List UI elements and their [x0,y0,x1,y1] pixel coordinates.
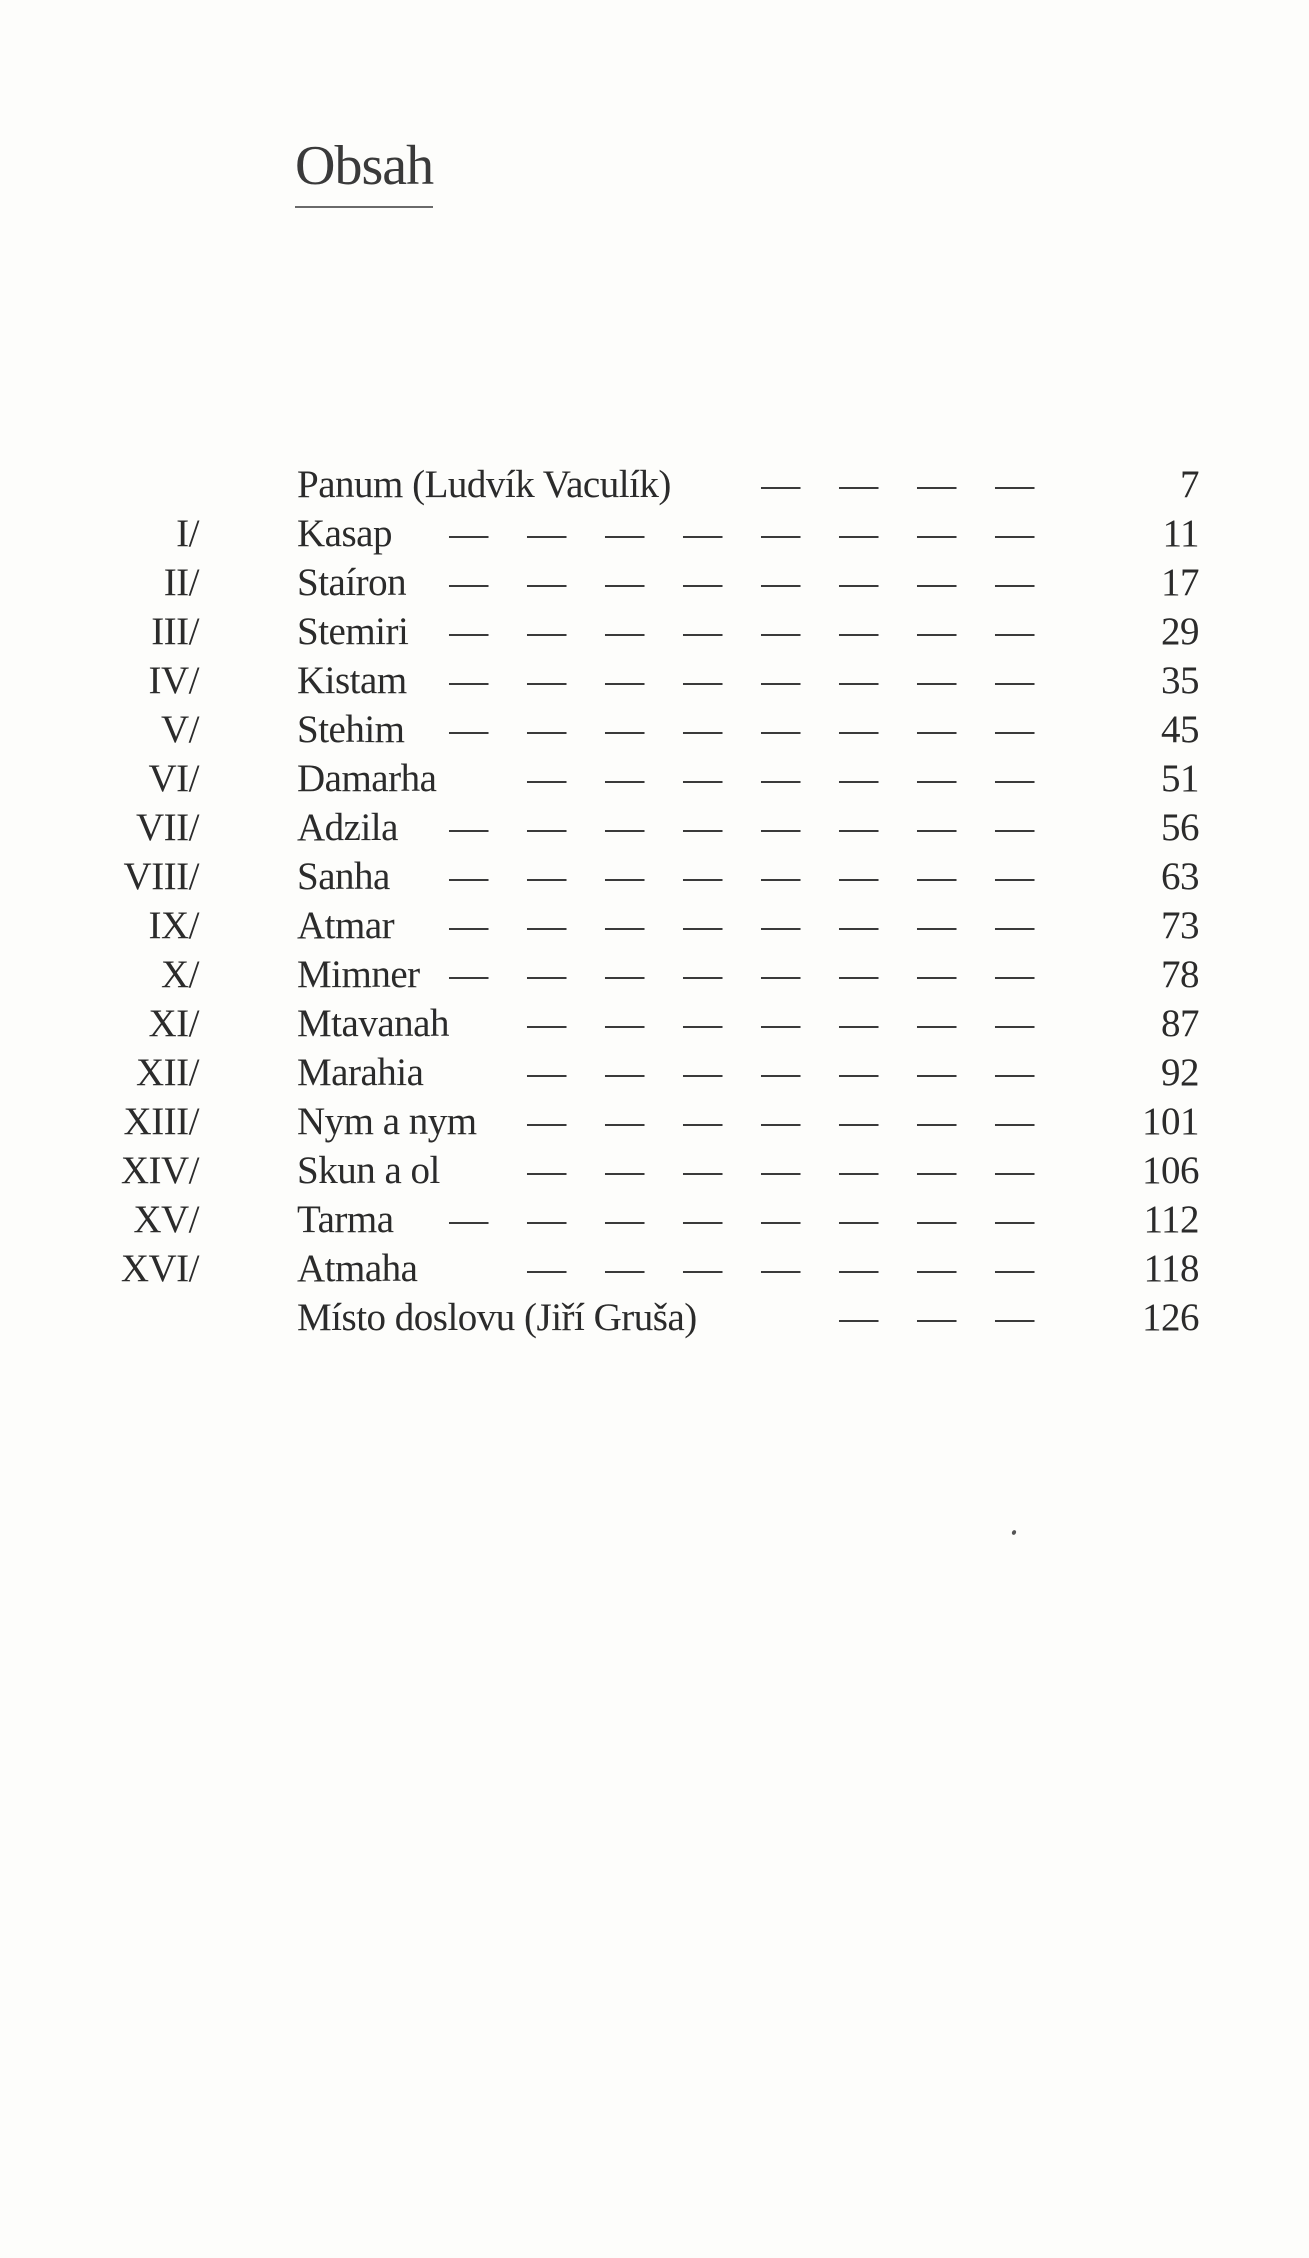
leader-dash: — [917,757,956,800]
leader-dash: — [839,659,878,702]
leader-dash: — [761,659,800,702]
leader-dash: — [839,806,878,849]
chapter-number: VII/ [136,806,199,849]
leader-dash: — [683,1100,722,1143]
leader-dash: — [683,806,722,849]
leader-dash: — [605,1051,644,1094]
leader-dashes [418,705,1042,754]
leader-dash: — [683,708,722,751]
toc-entry [0,1195,1309,1244]
chapter-title: Skun a ol [297,1149,440,1192]
leader-dash: — [683,659,722,702]
page-number: 106 [1142,1149,1199,1192]
leader-dash: — [527,953,566,996]
leader-dash: — [995,1149,1034,1192]
toc-entry [0,1097,1309,1146]
leader-dash: — [449,904,488,947]
leader-dashes [418,558,1042,607]
chapter-title: Sanha [297,855,390,898]
leader-dash: — [761,1247,800,1290]
toc-entry [0,1244,1309,1293]
toc-entry [0,1146,1309,1195]
leader-dash: — [527,855,566,898]
leader-dash: — [683,610,722,653]
page-number: 112 [1143,1198,1199,1241]
chapter-title: Atmar [297,904,395,947]
leader-dash: — [839,855,878,898]
chapter-title: Atmaha [297,1247,418,1290]
leader-dash: — [449,806,488,849]
leader-dash: — [449,953,488,996]
leader-dash: — [917,1198,956,1241]
leader-dash: — [683,1149,722,1192]
leader-dash: — [683,512,722,555]
toc-entry [0,901,1309,950]
leader-dash: — [995,1296,1034,1339]
page-number: 63 [1161,855,1199,898]
chapter-number: VIII/ [123,855,199,898]
leader-dash: — [761,806,800,849]
leader-dashes [808,1293,1042,1342]
leader-dash: — [917,1100,956,1143]
leader-dash: — [527,1149,566,1192]
leader-dash: — [605,855,644,898]
leader-dash: — [683,953,722,996]
leader-dash: — [995,610,1034,653]
leader-dash: — [917,904,956,947]
leader-dash: — [761,561,800,604]
leader-dashes [418,852,1042,901]
leader-dash: — [605,659,644,702]
leader-dash: — [605,1100,644,1143]
leader-dash: — [605,512,644,555]
leader-dashes [496,1097,1042,1146]
leader-dash: — [839,757,878,800]
leader-dash: — [761,1100,800,1143]
leader-dash: — [839,1296,878,1339]
leader-dash: — [683,904,722,947]
leader-dash: — [527,757,566,800]
page-number: 17 [1161,561,1199,604]
leader-dash: — [761,1051,800,1094]
chapter-number: IV/ [148,659,199,702]
leader-dash: — [995,512,1034,555]
chapter-number: VI/ [148,757,199,800]
leader-dash: — [527,1002,566,1045]
leader-dash: — [917,1002,956,1045]
chapter-title: Marahia [297,1051,424,1094]
leader-dash: — [683,757,722,800]
toc-entry [0,509,1309,558]
leader-dash: — [917,953,956,996]
leader-dash: — [683,561,722,604]
page-title: Obsah [295,138,433,208]
leader-dash: — [995,953,1034,996]
chapter-title: Mtavanah [297,1002,449,1045]
leader-dash: — [839,1149,878,1192]
toc-entry [0,558,1309,607]
leader-dash: — [683,1198,722,1241]
leader-dash: — [995,1100,1034,1143]
chapter-number: XVI/ [120,1247,199,1290]
toc-entry [0,607,1309,656]
toc-entry [0,852,1309,901]
chapter-title: Stemiri [297,610,409,653]
toc-entry [0,460,1309,509]
chapter-title: Damarha [297,757,437,800]
chapter-number: XII/ [136,1051,199,1094]
leader-dashes [418,607,1042,656]
leader-dash: — [917,1247,956,1290]
chapter-title: Nym a nym [297,1100,477,1143]
page-number: 56 [1161,806,1199,849]
toc-entry [0,999,1309,1048]
leader-dash: — [605,953,644,996]
leader-dashes [418,656,1042,705]
leader-dash: — [761,757,800,800]
leader-dash: — [605,806,644,849]
chapter-title: Kasap [297,512,392,555]
leader-dash: — [839,610,878,653]
leader-dashes [730,460,1042,509]
leader-dash: — [839,708,878,751]
leader-dash: — [683,1051,722,1094]
toc-entry [0,754,1309,803]
table-of-contents [0,460,1309,1342]
leader-dash: — [449,855,488,898]
page-number: 78 [1161,953,1199,996]
leader-dash: — [449,512,488,555]
chapter-number: XV/ [133,1198,199,1241]
leader-dash: — [995,463,1034,506]
chapter-number: XIII/ [123,1100,199,1143]
page-number: 118 [1143,1247,1199,1290]
leader-dash: — [917,806,956,849]
leader-dash: — [917,1296,956,1339]
leader-dash: — [449,561,488,604]
chapter-number: II/ [163,561,199,604]
chapter-number: X/ [161,953,199,996]
leader-dash: — [449,659,488,702]
page-number: 87 [1161,1002,1199,1045]
chapter-title: Kistam [297,659,407,702]
leader-dash: — [449,708,488,751]
leader-dash: — [995,806,1034,849]
page-speck [1011,1529,1017,1535]
leader-dash: — [527,610,566,653]
leader-dash: — [839,953,878,996]
toc-entry [0,803,1309,852]
leader-dash: — [917,659,956,702]
page-number: 73 [1161,904,1199,947]
leader-dashes [496,1146,1042,1195]
leader-dash: — [917,512,956,555]
leader-dash: — [917,610,956,653]
leader-dash: — [527,1247,566,1290]
chapter-title: Tarma [297,1198,394,1241]
leader-dash: — [839,904,878,947]
chapter-number: III/ [151,610,199,653]
leader-dash: — [995,708,1034,751]
leader-dash: — [605,610,644,653]
leader-dash: — [995,1247,1034,1290]
leader-dash: — [995,757,1034,800]
leader-dash: — [761,463,800,506]
chapter-title: Mimner [297,953,420,996]
leader-dash: — [761,904,800,947]
leader-dash: — [605,1247,644,1290]
page-number: 45 [1161,708,1199,751]
chapter-title: Panum (Ludvík Vaculík) [297,463,671,506]
chapter-number: IX/ [148,904,199,947]
leader-dashes [496,999,1042,1048]
leader-dash: — [839,512,878,555]
toc-entry [0,950,1309,999]
page-number: 92 [1161,1051,1199,1094]
leader-dash: — [917,708,956,751]
leader-dash: — [995,904,1034,947]
leader-dash: — [917,855,956,898]
leader-dash: — [605,1198,644,1241]
leader-dash: — [917,1149,956,1192]
leader-dash: — [605,757,644,800]
leader-dashes [418,509,1042,558]
leader-dashes [496,754,1042,803]
leader-dash: — [917,463,956,506]
leader-dash: — [839,1100,878,1143]
leader-dash: — [995,659,1034,702]
chapter-title: Stehim [297,708,405,751]
chapter-title: Adzila [297,806,398,849]
leader-dash: — [527,1100,566,1143]
leader-dash: — [839,1247,878,1290]
leader-dash: — [839,1002,878,1045]
leader-dash: — [527,1198,566,1241]
chapter-number: XI/ [148,1002,199,1045]
leader-dash: — [995,855,1034,898]
leader-dash: — [995,1002,1034,1045]
leader-dash: — [605,1002,644,1045]
page-number: 11 [1162,512,1199,555]
toc-entry [0,1293,1309,1342]
leader-dash: — [995,561,1034,604]
leader-dash: — [449,1198,488,1241]
leader-dash: — [917,1051,956,1094]
leader-dash: — [761,610,800,653]
leader-dash: — [839,1051,878,1094]
toc-entry [0,705,1309,754]
leader-dash: — [605,904,644,947]
leader-dash: — [839,463,878,506]
leader-dash: — [527,512,566,555]
leader-dashes [418,901,1042,950]
leader-dash: — [761,512,800,555]
leader-dash: — [605,1149,644,1192]
leader-dash: — [605,561,644,604]
leader-dash: — [605,708,644,751]
leader-dash: — [761,1149,800,1192]
leader-dashes [418,1195,1042,1244]
leader-dash: — [527,561,566,604]
toc-entry [0,656,1309,705]
toc-entry [0,1048,1309,1097]
page-number: 101 [1142,1100,1199,1143]
chapter-number: V/ [161,708,199,751]
chapter-title: Staíron [297,561,407,604]
leader-dash: — [839,561,878,604]
page-number: 126 [1142,1296,1199,1339]
leader-dashes [496,1048,1042,1097]
chapter-number: XIV/ [120,1149,199,1192]
leader-dash: — [761,855,800,898]
leader-dash: — [683,1002,722,1045]
leader-dash: — [527,708,566,751]
leader-dash: — [761,953,800,996]
leader-dashes [496,1244,1042,1293]
page-number: 51 [1161,757,1199,800]
leader-dash: — [995,1051,1034,1094]
leader-dash: — [527,1051,566,1094]
leader-dash: — [995,1198,1034,1241]
chapter-title: Místo doslovu (Jiří Gruša) [297,1296,697,1339]
leader-dash: — [761,708,800,751]
leader-dash: — [917,561,956,604]
leader-dash: — [839,1198,878,1241]
leader-dash: — [449,610,488,653]
leader-dash: — [527,659,566,702]
leader-dash: — [527,806,566,849]
leader-dash: — [683,1247,722,1290]
page-number: 7 [1180,463,1199,506]
leader-dash: — [761,1002,800,1045]
page-number: 35 [1161,659,1199,702]
leader-dash: — [761,1198,800,1241]
leader-dash: — [527,904,566,947]
leader-dashes [418,803,1042,852]
leader-dash: — [683,855,722,898]
chapter-number: I/ [176,512,199,555]
leader-dashes [418,950,1042,999]
page-number: 29 [1161,610,1199,653]
